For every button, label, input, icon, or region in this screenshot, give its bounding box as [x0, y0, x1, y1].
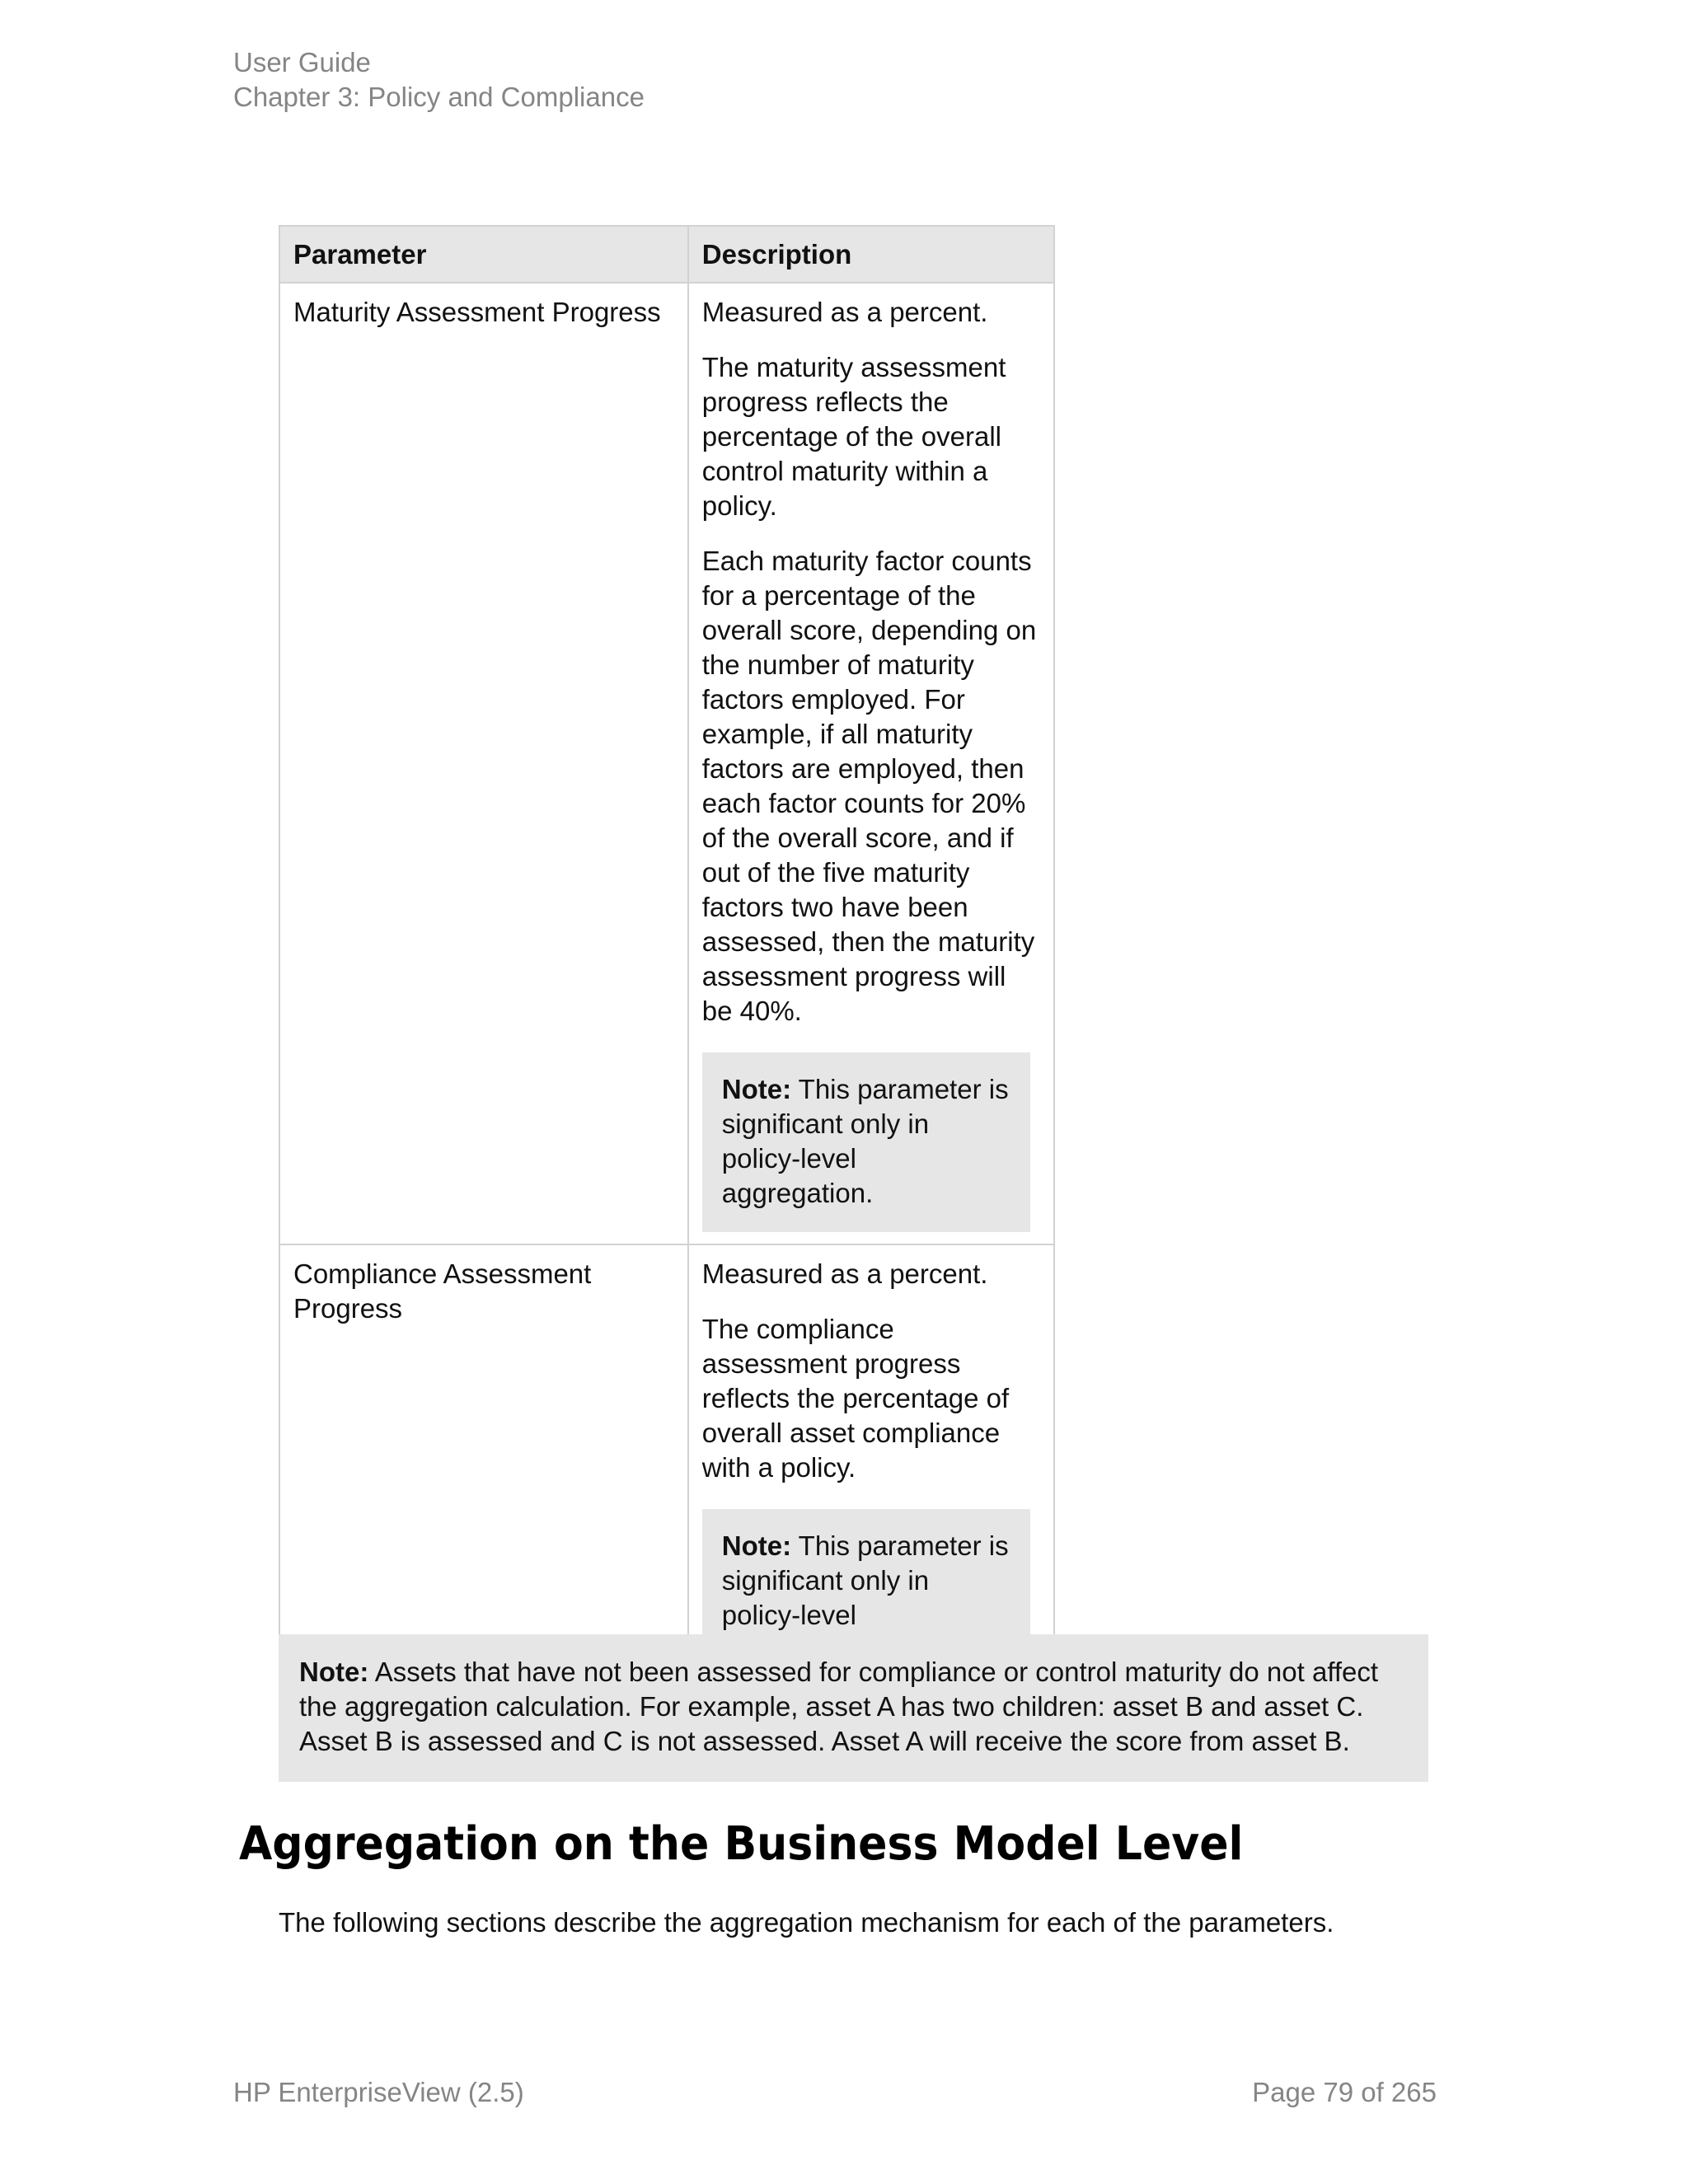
- aggregation-note: [279, 1634, 1428, 1782]
- column-header-description: Description: [688, 226, 1054, 283]
- note-text: Assets that have not been assessed for compliance or control maturity do not affect the aggregation calculation. For example, asset A has two children: asset B and asset C. Asset B is assessed and C is not assessed. Asset A will receive the score from asset B.: [299, 1657, 1379, 1756]
- description-cell: [688, 283, 1054, 1244]
- note-text: This parameter is significant only in policy-level aggregation.: [721, 1074, 1009, 1208]
- guide-title: User Guide: [233, 47, 371, 77]
- table-header-row: [279, 226, 1054, 283]
- description-paragraph: Each maturity factor counts for a percentage of the overall score, depending on the number of maturity factors employed. For example, if all maturity factors are employed, then each factor counts for 20% of the overall score, and if out of the five maturity factors two have been assessed, then the maturity assessment progress will be 40%.: [701, 546, 1037, 1026]
- parameter-table: [279, 225, 1055, 1702]
- note-box: [702, 1052, 1030, 1232]
- note-label: Note:: [299, 1657, 369, 1687]
- running-header: [233, 45, 645, 115]
- description-cell: [688, 1244, 1054, 1701]
- parameter-cell: Maturity Assessment Progress: [279, 283, 688, 1244]
- description-paragraph: Measured as a percent.: [701, 297, 988, 327]
- note-label: Note:: [721, 1074, 792, 1104]
- table-row: [279, 283, 1054, 1244]
- note-label: Note:: [721, 1530, 792, 1561]
- description-paragraph: The compliance assessment progress reflects the percentage of overall asset compliance with a policy.: [701, 1314, 1010, 1483]
- section-intro: The following sections describe the aggregation mechanism for each of the parameters.: [279, 1907, 1334, 1938]
- description-paragraph: Measured as a percent.: [701, 1258, 988, 1289]
- parameter-cell: Compliance Assessment Progress: [279, 1244, 688, 1701]
- note-text: This parameter is significant only in policy-level: [721, 1530, 1009, 1630]
- footer-page-number: Page 79 of 265: [1252, 2077, 1437, 2107]
- column-header-parameter: Parameter: [279, 226, 688, 283]
- section-heading: Aggregation on the Business Model Level: [239, 1817, 1244, 1871]
- footer-product: HP EnterpriseView (2.5): [233, 2077, 524, 2107]
- chapter-title: Chapter 3: Policy and Compliance: [233, 82, 645, 112]
- description-paragraph: The maturity assessment progress reflects the percentage of the overall control maturity within a policy.: [701, 352, 1006, 521]
- table-row: [279, 1244, 1054, 1701]
